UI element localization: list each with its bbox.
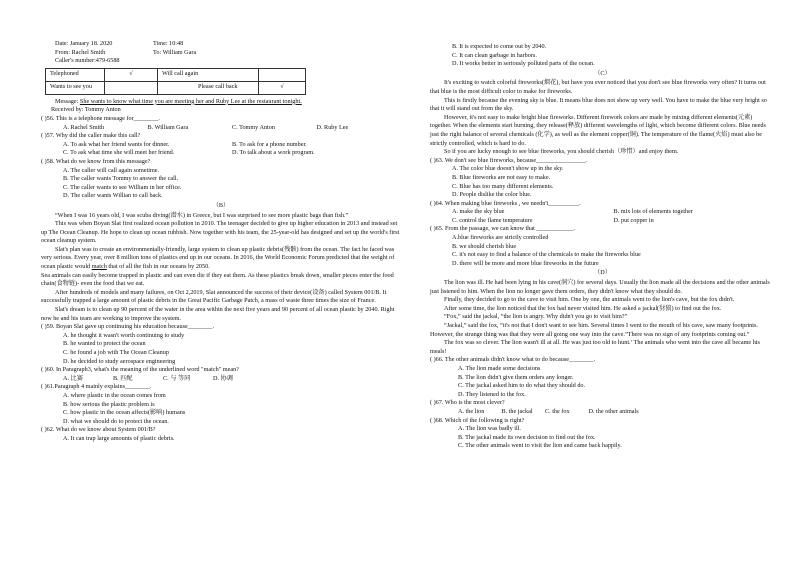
option: C. Blue has too many different elements. <box>452 182 554 190</box>
options-67 <box>430 408 658 417</box>
underlined-word: match <box>91 263 107 271</box>
option: B. The caller wants Tommy to answer the call. <box>63 175 179 183</box>
msg-header-row <box>55 40 401 49</box>
question-60: ( )60. In Paragraph3, what's the meaning of the underlined word "match" mean? <box>41 366 239 374</box>
option: D. It works better in seriously polluted parts of the ocean. <box>452 60 595 68</box>
question-59: ( )59. Boyan Slat gave up continuing his education because________. <box>41 323 215 331</box>
option: B. William Gara <box>147 123 189 131</box>
message-line <box>41 98 401 107</box>
option: C. Tommy Anton <box>232 123 275 131</box>
table-cell: √ <box>105 68 158 81</box>
option: C. control the flame temperature <box>452 216 533 224</box>
question-63: ( )63. We don't see blue fireworks, because________________. <box>430 156 588 164</box>
section-heading-c: （C） <box>594 69 611 77</box>
option: D. They listened to the fox. <box>458 390 526 398</box>
msg-time: Time: 10:48 <box>153 40 184 47</box>
option: A. The color blue doesn't show up in the sky. <box>452 165 564 173</box>
option: A. The lion was badly ill. <box>458 425 521 433</box>
question-57: ( )57. Why did the caller make this call? <box>41 132 141 140</box>
option: D. To talk about a work program. <box>232 149 315 157</box>
passage-paragraph: So if you are lucky enough to see blue fireworks, you should cherish（珍惜）and enjoy them. <box>444 148 679 156</box>
paragraph-text: that of all the fish in our oceans by 2050. <box>106 263 210 271</box>
msg-caller-number: Caller's number:479-6588 <box>55 57 120 65</box>
passage-paragraph: The fox was so clever. The lion wasn't ill at all. He was just too old to hunt.’ The animals who went into the cave all became his meals! <box>430 339 760 355</box>
table-cell: √ <box>259 81 306 94</box>
options-56 <box>41 124 401 133</box>
message-text: She wants to know what time you are meeting her and Ruby Lee at the restaurant tonight. <box>79 97 302 105</box>
msg-header-row <box>55 49 401 58</box>
option: B. he wanted to protect the ocean <box>63 340 146 348</box>
passage-paragraph: After some time, the lion noticed that the fox had never visited him. He asked a jackal(豺狼) to find out the fox. <box>444 304 722 312</box>
option: B. how serious the plastic problem is <box>63 400 155 408</box>
option: D. put copper in <box>613 216 654 224</box>
table-cell: Telephoned <box>46 68 105 81</box>
option: B. 匹配 <box>113 374 133 382</box>
option: A. 比赛 <box>63 374 83 382</box>
option: A. Rachel Smith <box>63 123 105 131</box>
option: C. To ask what time she will meet her friend. <box>63 149 175 157</box>
passage-paragraph <box>41 246 401 272</box>
table-row <box>46 81 306 94</box>
passage-paragraph: “Fox,” said the jackal, “the lion is angry. Why didn't you go to visit him?” <box>444 313 628 321</box>
question-56: ( )56. This is a telephone message for________. <box>41 114 160 122</box>
passage-paragraph: The lion was ill. He had been lying in his cave(洞穴) for several days. Usually the lion made all the decisions and the other animals just listened to him. When the lion no longer gave them orders, they didn't know what they should do. <box>430 279 770 295</box>
options-60 <box>41 375 263 384</box>
option: C. The other animals went to visit the lion and came back happily. <box>458 442 622 450</box>
option: C. how plastic in the ocean affects(影响) humans <box>63 409 186 417</box>
question-61: ( )61.Paragraph 4 mainly explains________. <box>41 383 152 391</box>
question-67: ( )67. Who is the most clever? <box>430 399 505 407</box>
right-column <box>430 43 775 451</box>
received-by: Received by: Tommy Anton <box>51 106 121 114</box>
option: D. what we should do to protect the ocean. <box>63 417 169 425</box>
option: A. It can trap large amounts of plastic debris. <box>63 434 175 442</box>
option: B. The lion didn't give them orders any longer. <box>458 373 574 381</box>
option: B. mix lots of elements together <box>613 208 693 216</box>
option: B. The jackal made its own decision to find out the fox. <box>458 433 596 441</box>
paragraph-text: Slat's plan was to create an environmentally-friendly, large system to clean up plastic debris(残骸) from the ocean. The fact he faced was very serious. Every year, over 8 million tons of plastics end up in our oceans. In 2016, the World Economic Forum predicted that the weight of ocean plastic would <box>41 245 395 271</box>
question-65: ( )65. From the passage, we can know that ____________. <box>430 225 576 233</box>
option: C. It can clean garbage in harbors. <box>452 51 537 59</box>
table-cell: Will call again <box>158 68 259 81</box>
option: C. the fox <box>544 407 570 415</box>
question-66: ( )66. The other animals didn't know what to do because________. <box>430 356 596 364</box>
question-64: ( )64. When making blue fireworks , we needn't__________. <box>430 199 581 207</box>
section-heading-d: （D） <box>594 269 611 277</box>
option: D. Ruby Lee <box>316 123 349 131</box>
message-label: Message: <box>55 97 80 105</box>
passage-paragraph: Slat's dream is to clean up 90 percent of the water in the area within the next five years and 90 percent of all ocean plastic by 2040. Right now he and his team are working to improve the system. <box>41 306 395 322</box>
table-cell <box>105 81 158 94</box>
option: A. where plastic in the ocean comes from <box>63 391 166 399</box>
options-57 <box>41 141 401 150</box>
passage-paragraph: “When I was 16 years old, I was scuba diving(潜水) in Greece, but I was surprised to see more plastic bags than fish.” <box>55 211 349 219</box>
option: B. To ask for a phone number. <box>232 140 307 148</box>
section-heading-b: （B） <box>212 201 230 209</box>
option: C. 与 等同 <box>163 374 191 382</box>
option: B. we should cherish blue <box>452 242 517 250</box>
options-64 <box>430 217 775 226</box>
passage-paragraph: Sea animals can easily become trapped in plastic and can even die if they eat them. As these plastics break down, smaller pieces enter the food chain(食物链)- even the food that we eat. <box>41 271 394 288</box>
option: A. The lion made some decisions <box>458 364 541 372</box>
table-cell <box>259 68 306 81</box>
option: D. there will be more and more blue fireworks in the future <box>452 259 599 267</box>
passage-paragraph: “Jackal,” said the fox, “it's not that I don't want to see him. Several times I went to the mouth of his cave, saw many footprints. However, the strange thing was that they were all going one way into the cave.”There was no sign of any footprints coming out.” <box>430 322 758 338</box>
options-57 <box>41 149 401 158</box>
question-68: ( )68. Which of the following is right? <box>430 416 525 424</box>
table-cell: Wants to see you <box>46 81 105 94</box>
option: C. he found a job with The Ocean Cleanup <box>63 349 169 356</box>
msg-to: To: William Gara <box>153 48 197 56</box>
passage-paragraph: After hundreds of models and many failures, on Oct 2,2019, Slat announced the success of their device(设备) called System 001/B. It successfully trapped a large amount of plastic debris in the Great Pacific Garbage Patch, a mass of waste three times the size of France. <box>41 288 387 305</box>
option: B. Blue fireworks are not easy to make. <box>452 173 551 181</box>
question-58: ( )58. What do we know from this message? <box>41 157 151 165</box>
passage-paragraph: However, it's not easy to make bright blue fireworks. Different firework colors are made by mixing different elements(元素) together. When the elements start burning, they release(释放) different wavelengths of light, which become different colors. Blue needs just the right balance of several chemicals (化学), as well as the element copper(铜). The temperature of the flame(火焰) must also be strictly controlled, which is hard to do. <box>430 113 766 147</box>
option: A. make the sky blue <box>452 208 505 216</box>
passage-paragraph: Finally, they decided to go to the cave to visit him. One by one, the animals went to the lion's cave, but the fox didn't. <box>444 296 735 304</box>
option: A. To ask what her friend wants for dinner. <box>63 140 170 148</box>
left-column <box>41 40 401 444</box>
option: A. The caller will call again sometime. <box>63 166 160 174</box>
passage-paragraph: This is firstly because the evening sky is blue. It means blue does not show up very well. You have to make the blue very bright so that it will stand out from the sky. <box>430 96 767 113</box>
option: C. The caller wants to see William in her office. <box>63 183 182 191</box>
option: A. he thought it wasn't worth continuing to study <box>63 331 185 339</box>
table-cell: Please call back <box>158 81 259 94</box>
option: D. he decided to study aerospace engineering <box>63 357 176 365</box>
question-62: ( )62. What do we know about System 001/B? <box>41 426 156 434</box>
option: B. It is expected to come out by 2040. <box>452 43 547 50</box>
msg-date: Date: January 18. 2020 <box>55 40 113 47</box>
option: D. 协调 <box>213 374 233 382</box>
option: A.blue fireworks are strictly controlled <box>452 234 549 242</box>
passage-paragraph: It's exciting to watch colorful fireworks(烟花), but have you ever noticed that you don't see blue fireworks very often? It turns out that blue is the most difficult color to make for fireworks. <box>430 79 766 95</box>
msg-header-row <box>55 57 401 66</box>
option: D. The caller wants Willian to call back. <box>63 192 163 200</box>
option: C. it's not easy to find a balance of the chemicals to make the fireworks blue <box>452 251 641 259</box>
option: C. The jackal asked him to do what they should do. <box>458 382 586 390</box>
table-row <box>46 68 306 81</box>
option: A. the lion <box>458 407 485 415</box>
passage-paragraph: This was when Boyan Slat first realized ocean pollution in 2010. The teenager decided to give up higher education in 2013 and instead set up The Ocean Cleanup. He hope to clean up ocean rubbish. Now together with his team, the 25-year-old has designed and set up the world's first ocean cleanup system. <box>41 220 400 245</box>
option: D. the other animals <box>588 407 639 415</box>
option: D. People dislike the color blue. <box>452 191 532 199</box>
message-table <box>45 68 306 95</box>
options-64 <box>430 208 775 217</box>
option: B. the jackal <box>501 407 533 415</box>
msg-from: From: Rachel Smith <box>55 48 106 56</box>
